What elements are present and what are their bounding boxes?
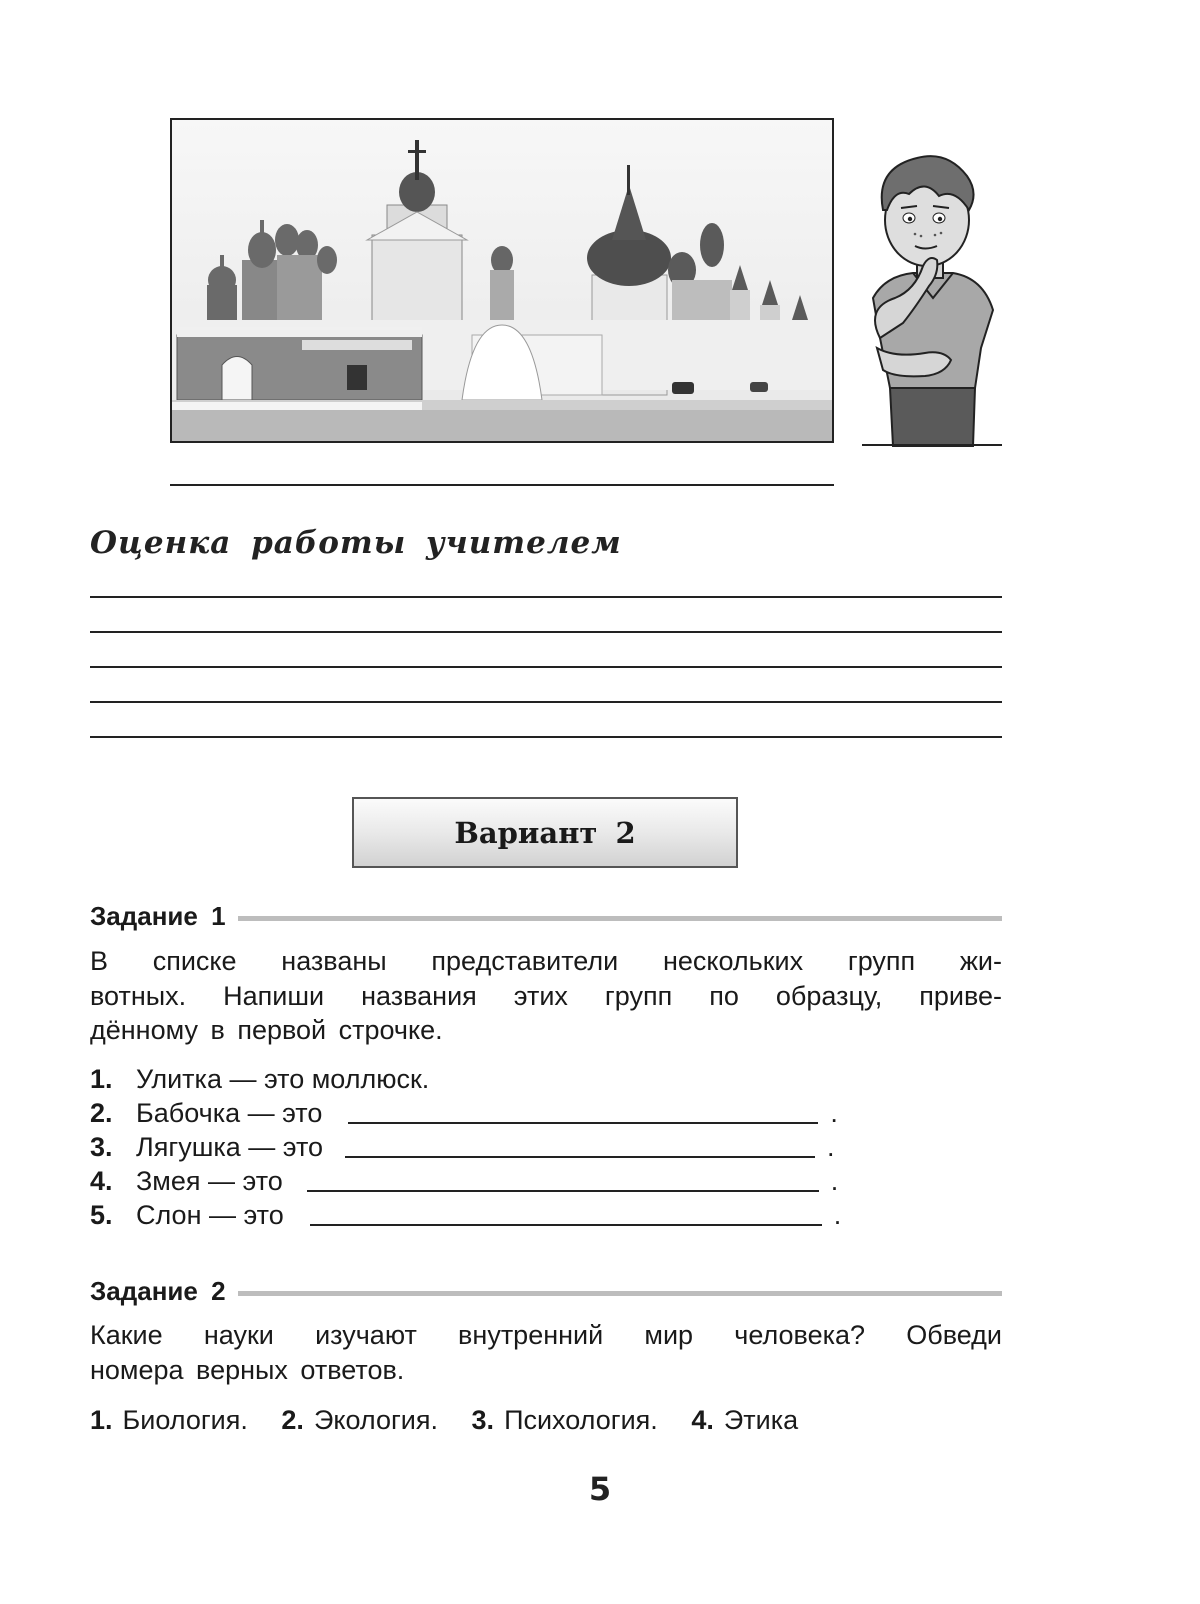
task1-rule	[238, 916, 1002, 921]
answer-number: 4.	[691, 1405, 714, 1435]
item-number: 4.	[90, 1166, 113, 1196]
item-text: Бабочка — это	[136, 1098, 323, 1128]
answer-text: Экология.	[313, 1405, 439, 1435]
evaluation-line[interactable]	[90, 701, 1002, 703]
item-text: Слон — это	[136, 1200, 284, 1230]
answer-option[interactable]	[472, 1405, 658, 1435]
page-number: 5	[588, 1470, 612, 1508]
item-text: Улитка — это моллюск.	[136, 1064, 430, 1094]
answer-option[interactable]	[90, 1405, 248, 1435]
item-dot: .	[833, 1200, 842, 1230]
answer-option[interactable]	[691, 1405, 798, 1435]
item-number: 1.	[90, 1064, 113, 1094]
task1-item	[90, 1130, 835, 1164]
item-text: Лягушка — это	[136, 1132, 324, 1162]
thinking-boy-illustration	[855, 148, 1005, 448]
task1-text-line: В списке названы представители нескольких групп жи-	[90, 946, 1002, 976]
variant-box	[352, 797, 738, 868]
item-dot: .	[830, 1098, 838, 1128]
item-number: 2.	[90, 1098, 113, 1128]
item-number: 5.	[90, 1200, 113, 1230]
task2-answers	[90, 1403, 798, 1437]
answer-text: Биология.	[122, 1405, 248, 1435]
evaluation-line[interactable]	[90, 596, 1002, 598]
answer-text: Психология.	[504, 1405, 658, 1435]
item-dot: .	[827, 1132, 835, 1162]
task2-text-line: номера верных ответов.	[90, 1355, 405, 1385]
answer-blank[interactable]	[307, 1190, 819, 1192]
evaluation-title: Оценка работы учителем	[90, 525, 622, 561]
answer-number: 3.	[471, 1405, 495, 1435]
answer-blank[interactable]	[345, 1156, 815, 1158]
task1-text-line: вотных. Напиши названия этих групп по образцу, приве-	[90, 981, 1002, 1011]
task1-header	[90, 899, 1002, 933]
evaluation-line[interactable]	[90, 736, 1002, 738]
task2-rule	[238, 1291, 1002, 1296]
variant-label: Вариант 2	[454, 815, 636, 850]
answer-number: 2.	[281, 1405, 304, 1435]
illustration-caption-line[interactable]	[862, 444, 1002, 446]
task1-item	[90, 1062, 429, 1096]
evaluation-line[interactable]	[90, 666, 1002, 668]
photo-caption-line[interactable]	[170, 484, 834, 486]
item-dot: .	[830, 1166, 839, 1196]
answer-number: 1.	[90, 1405, 113, 1435]
item-text: Змея — это	[136, 1166, 283, 1196]
item-number: 3.	[90, 1132, 113, 1162]
task2-header	[90, 1274, 1002, 1308]
answer-blank[interactable]	[310, 1224, 822, 1226]
kremlin-photo	[170, 118, 834, 443]
task1-item	[90, 1096, 838, 1130]
task1-item	[90, 1198, 841, 1232]
evaluation-line[interactable]	[90, 631, 1002, 633]
task2-text-line: Какие науки изучают внутренний мир человека? Обведи	[90, 1320, 1002, 1350]
answer-blank[interactable]	[348, 1122, 818, 1124]
answer-text: Этика	[723, 1405, 799, 1435]
task1-item	[90, 1164, 838, 1198]
answer-option[interactable]	[281, 1405, 438, 1435]
task2-title: Задание 2	[90, 1275, 226, 1306]
task1-text-line: дённому в первой строчке.	[90, 1015, 443, 1045]
task1-title: Задание 1	[90, 900, 226, 931]
